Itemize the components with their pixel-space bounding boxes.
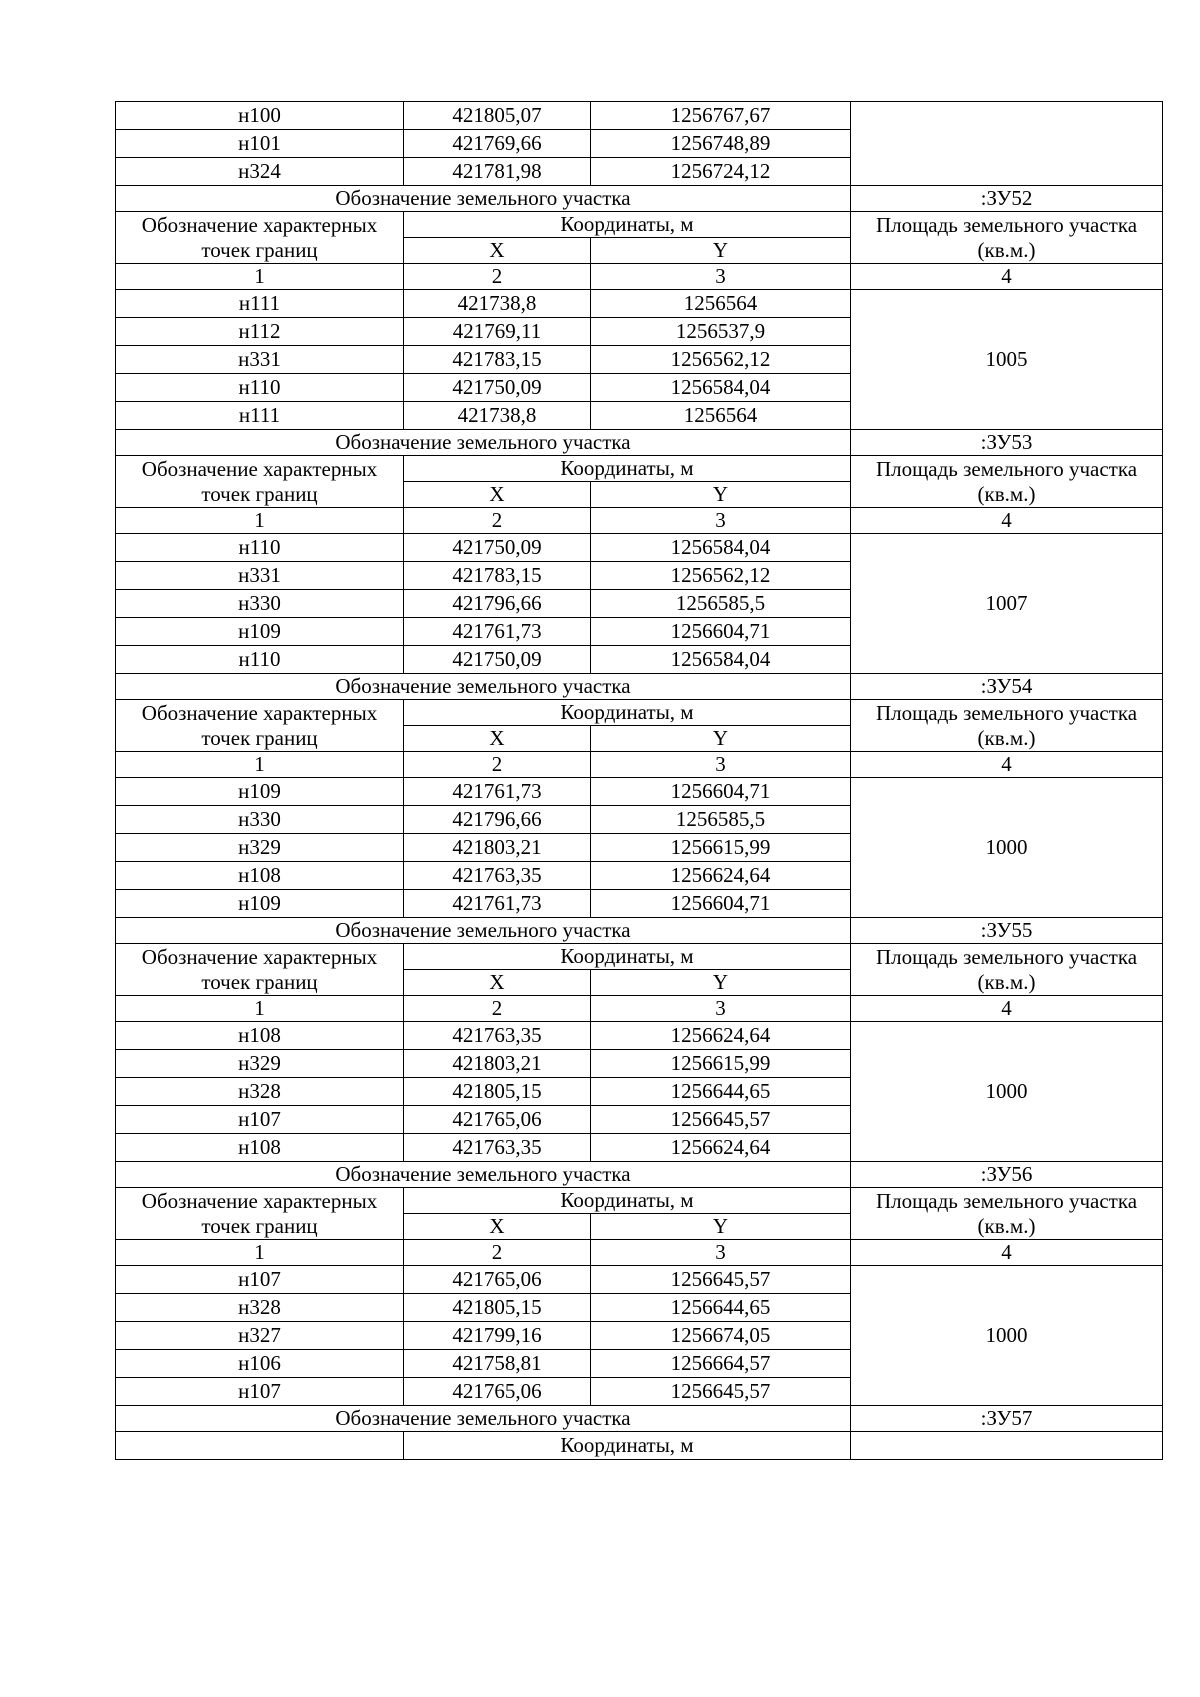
- column-number-2: 2: [404, 1240, 591, 1266]
- point-name-cell: н110: [116, 374, 404, 402]
- point-name-cell: н109: [116, 618, 404, 646]
- table-row: [116, 456, 1163, 482]
- coord-y-cell: 1256645,57: [591, 1106, 851, 1134]
- point-name-cell: н109: [116, 778, 404, 806]
- area-header-line2: (кв.м.): [977, 1213, 1036, 1238]
- table-row: [116, 1240, 1163, 1266]
- plot-id-cell: :ЗУ56: [851, 1162, 1163, 1188]
- x-header-cell: X: [404, 970, 591, 996]
- column-number-3: 3: [591, 508, 851, 534]
- area-header-cell: [851, 212, 1163, 264]
- y-header-cell: Y: [591, 238, 851, 264]
- coord-y-cell: 1256767,67: [591, 102, 851, 130]
- coords-header-cell: Координаты, м: [404, 700, 851, 726]
- coord-y-cell: 1256562,12: [591, 562, 851, 590]
- column-number-1: 1: [116, 264, 404, 290]
- coord-x-cell: 421761,73: [404, 890, 591, 918]
- coord-y-cell: 1256644,65: [591, 1294, 851, 1322]
- table-row: [116, 752, 1163, 778]
- area-header-cell: [851, 1432, 1163, 1460]
- coord-y-cell: 1256584,04: [591, 534, 851, 562]
- table-row: [116, 1162, 1163, 1188]
- table-row: [116, 674, 1163, 700]
- coord-y-cell: 1256674,05: [591, 1322, 851, 1350]
- area-header-line1: Площадь земельного участка: [875, 701, 1138, 726]
- coords-header-cell: Координаты, м: [404, 212, 851, 238]
- points-header-line2: точек границ: [201, 1213, 318, 1238]
- x-header-cell: X: [404, 238, 591, 264]
- point-name-cell: н331: [116, 346, 404, 374]
- coord-x-cell: 421783,15: [404, 346, 591, 374]
- coord-x-cell: 421805,15: [404, 1294, 591, 1322]
- point-name-cell: н330: [116, 806, 404, 834]
- column-number-1: 1: [116, 1240, 404, 1266]
- column-number-2: 2: [404, 264, 591, 290]
- point-name-cell: н108: [116, 1022, 404, 1050]
- table-body: [116, 102, 1163, 1460]
- points-header-cell: [116, 1188, 404, 1240]
- point-name-cell: н100: [116, 102, 404, 130]
- coord-y-cell: 1256564: [591, 402, 851, 430]
- point-name-cell: н328: [116, 1078, 404, 1106]
- coord-x-cell: 421805,15: [404, 1078, 591, 1106]
- plot-designation-label: Обозначение земельного участка: [116, 1406, 851, 1432]
- coord-x-cell: 421781,98: [404, 158, 591, 186]
- points-header-line1: Обозначение характерных: [141, 213, 378, 238]
- coord-y-cell: 1256564: [591, 290, 851, 318]
- point-name-cell: н329: [116, 1050, 404, 1078]
- column-number-1: 1: [116, 508, 404, 534]
- points-header-cell: [116, 1432, 404, 1460]
- point-name-cell: н108: [116, 862, 404, 890]
- column-number-4: 4: [851, 508, 1163, 534]
- coords-header-cell: Координаты, м: [404, 944, 851, 970]
- coord-x-cell: 421796,66: [404, 806, 591, 834]
- point-name-cell: н107: [116, 1106, 404, 1134]
- plot-id-cell: :ЗУ55: [851, 918, 1163, 944]
- area-header-cell: [851, 944, 1163, 996]
- table-row: [116, 264, 1163, 290]
- table-row: [116, 186, 1163, 212]
- coord-y-cell: 1256624,64: [591, 1134, 851, 1162]
- table-row: [116, 1406, 1163, 1432]
- x-header-cell: X: [404, 482, 591, 508]
- area-header-cell: [851, 700, 1163, 752]
- points-header-cell: [116, 456, 404, 508]
- coord-y-cell: 1256624,64: [591, 862, 851, 890]
- point-name-cell: н111: [116, 402, 404, 430]
- coord-y-cell: 1256604,71: [591, 618, 851, 646]
- coord-x-cell: 421750,09: [404, 374, 591, 402]
- column-number-2: 2: [404, 996, 591, 1022]
- y-header-cell: Y: [591, 482, 851, 508]
- plot-designation-label: Обозначение земельного участка: [116, 674, 851, 700]
- points-header-line2: точек границ: [201, 237, 318, 262]
- x-header-cell: X: [404, 726, 591, 752]
- area-value-cell: 1005: [851, 290, 1163, 430]
- point-name-cell: н107: [116, 1266, 404, 1294]
- table-row: [116, 700, 1163, 726]
- area-value-cell: 1000: [851, 1266, 1163, 1406]
- column-number-3: 3: [591, 1240, 851, 1266]
- points-header-line1: Обозначение характерных: [141, 945, 378, 970]
- y-header-cell: Y: [591, 1214, 851, 1240]
- coords-header-cell: Координаты, м: [404, 1432, 851, 1460]
- coord-x-cell: 421796,66: [404, 590, 591, 618]
- y-header-cell: Y: [591, 726, 851, 752]
- area-value-cell: 1000: [851, 1022, 1163, 1162]
- column-number-4: 4: [851, 752, 1163, 778]
- table-row: [116, 1188, 1163, 1214]
- coord-x-cell: 421763,35: [404, 1134, 591, 1162]
- points-header-line2: точек границ: [201, 725, 318, 750]
- column-number-3: 3: [591, 264, 851, 290]
- area-header-cell: [851, 1188, 1163, 1240]
- coord-x-cell: 421799,16: [404, 1322, 591, 1350]
- area-value-cell: 1007: [851, 534, 1163, 674]
- table-row: [116, 1266, 1163, 1294]
- point-name-cell: н106: [116, 1350, 404, 1378]
- table-row: [116, 102, 1163, 130]
- area-value-cell: 1000: [851, 778, 1163, 918]
- point-name-cell: н110: [116, 646, 404, 674]
- area-header-line1: Площадь земельного участка: [875, 457, 1138, 482]
- plot-id-cell: :ЗУ57: [851, 1406, 1163, 1432]
- coord-y-cell: 1256537,9: [591, 318, 851, 346]
- area-header-line2: (кв.м.): [977, 237, 1036, 262]
- column-number-1: 1: [116, 996, 404, 1022]
- points-header-line2: точек границ: [201, 969, 318, 994]
- coord-y-cell: 1256748,89: [591, 130, 851, 158]
- coord-x-cell: 421761,73: [404, 778, 591, 806]
- coord-x-cell: 421783,15: [404, 562, 591, 590]
- plot-designation-label: Обозначение земельного участка: [116, 1162, 851, 1188]
- points-header-cell: [116, 944, 404, 996]
- column-number-2: 2: [404, 508, 591, 534]
- table-row: [116, 944, 1163, 970]
- area-header-line1: Площадь земельного участка: [875, 945, 1138, 970]
- coord-y-cell: 1256604,71: [591, 890, 851, 918]
- point-name-cell: н111: [116, 290, 404, 318]
- table-row: [116, 918, 1163, 944]
- point-name-cell: н329: [116, 834, 404, 862]
- coord-x-cell: 421803,21: [404, 1050, 591, 1078]
- point-name-cell: н330: [116, 590, 404, 618]
- coord-y-cell: 1256562,12: [591, 346, 851, 374]
- column-number-2: 2: [404, 752, 591, 778]
- x-header-cell: X: [404, 1214, 591, 1240]
- plot-id-cell: :ЗУ53: [851, 430, 1163, 456]
- coord-x-cell: 421769,66: [404, 130, 591, 158]
- table-row: [116, 508, 1163, 534]
- point-name-cell: н107: [116, 1378, 404, 1406]
- land-plots-coordinates-table: [115, 101, 1163, 1460]
- table-row: [116, 430, 1163, 456]
- coord-x-cell: 421803,21: [404, 834, 591, 862]
- y-header-cell: Y: [591, 970, 851, 996]
- coord-y-cell: 1256585,5: [591, 806, 851, 834]
- area-header-line2: (кв.м.): [977, 969, 1036, 994]
- coord-x-cell: 421769,11: [404, 318, 591, 346]
- coord-x-cell: 421763,35: [404, 862, 591, 890]
- plot-id-cell: :ЗУ52: [851, 186, 1163, 212]
- coord-y-cell: 1256584,04: [591, 646, 851, 674]
- coord-y-cell: 1256644,65: [591, 1078, 851, 1106]
- points-header-line1: Обозначение характерных: [141, 701, 378, 726]
- plot-designation-label: Обозначение земельного участка: [116, 918, 851, 944]
- table-row: [116, 212, 1163, 238]
- column-number-3: 3: [591, 752, 851, 778]
- table-row: [116, 996, 1163, 1022]
- coords-header-cell: Координаты, м: [404, 456, 851, 482]
- column-number-4: 4: [851, 1240, 1163, 1266]
- column-number-4: 4: [851, 264, 1163, 290]
- coord-x-cell: 421750,09: [404, 534, 591, 562]
- table-row: [116, 778, 1163, 806]
- coord-y-cell: 1256604,71: [591, 778, 851, 806]
- coord-x-cell: 421738,8: [404, 290, 591, 318]
- point-name-cell: н108: [116, 1134, 404, 1162]
- point-name-cell: н101: [116, 130, 404, 158]
- plot-designation-label: Обозначение земельного участка: [116, 186, 851, 212]
- coord-y-cell: 1256585,5: [591, 590, 851, 618]
- area-header-cell: [851, 456, 1163, 508]
- area-header-line2: (кв.м.): [977, 725, 1036, 750]
- coord-x-cell: 421805,07: [404, 102, 591, 130]
- point-name-cell: н324: [116, 158, 404, 186]
- coord-y-cell: 1256615,99: [591, 1050, 851, 1078]
- point-name-cell: н328: [116, 1294, 404, 1322]
- table-row: [116, 290, 1163, 318]
- coord-y-cell: 1256584,04: [591, 374, 851, 402]
- area-header-line2: (кв.м.): [977, 481, 1036, 506]
- column-number-4: 4: [851, 996, 1163, 1022]
- point-name-cell: н327: [116, 1322, 404, 1350]
- point-name-cell: н331: [116, 562, 404, 590]
- plot-id-cell: :ЗУ54: [851, 674, 1163, 700]
- coord-x-cell: 421763,35: [404, 1022, 591, 1050]
- point-name-cell: н112: [116, 318, 404, 346]
- points-header-line1: Обозначение характерных: [141, 457, 378, 482]
- coord-y-cell: 1256645,57: [591, 1378, 851, 1406]
- coord-y-cell: 1256724,12: [591, 158, 851, 186]
- coord-x-cell: 421761,73: [404, 618, 591, 646]
- coord-x-cell: 421750,09: [404, 646, 591, 674]
- coord-x-cell: 421758,81: [404, 1350, 591, 1378]
- table-row: [116, 1022, 1163, 1050]
- area-value-cell: [851, 102, 1163, 186]
- table-row: [116, 534, 1163, 562]
- point-name-cell: н110: [116, 534, 404, 562]
- points-header-line1: Обозначение характерных: [141, 1189, 378, 1214]
- coord-x-cell: 421765,06: [404, 1266, 591, 1294]
- coord-y-cell: 1256615,99: [591, 834, 851, 862]
- plot-designation-label: Обозначение земельного участка: [116, 430, 851, 456]
- area-header-line1: Площадь земельного участка: [875, 1189, 1138, 1214]
- points-header-line2: точек границ: [201, 481, 318, 506]
- coord-x-cell: 421738,8: [404, 402, 591, 430]
- coord-x-cell: 421765,06: [404, 1106, 591, 1134]
- area-header-line1: Площадь земельного участка: [875, 213, 1138, 238]
- coord-x-cell: 421765,06: [404, 1378, 591, 1406]
- coord-y-cell: 1256645,57: [591, 1266, 851, 1294]
- coord-y-cell: 1256624,64: [591, 1022, 851, 1050]
- table-row: [116, 1432, 1163, 1460]
- coord-y-cell: 1256664,57: [591, 1350, 851, 1378]
- column-number-3: 3: [591, 996, 851, 1022]
- column-number-1: 1: [116, 752, 404, 778]
- coords-header-cell: Координаты, м: [404, 1188, 851, 1214]
- points-header-cell: [116, 212, 404, 264]
- points-header-cell: [116, 700, 404, 752]
- point-name-cell: н109: [116, 890, 404, 918]
